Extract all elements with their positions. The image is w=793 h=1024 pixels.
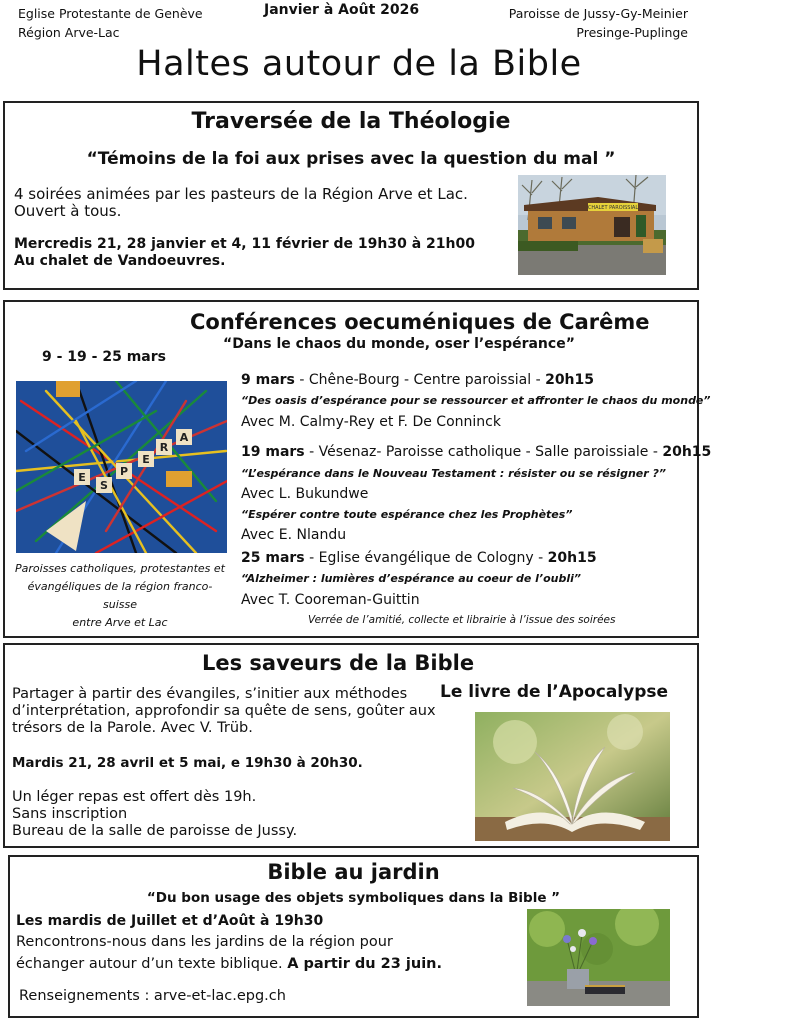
theology-location: Au chalet de Vandoeuvres. [14,253,226,269]
garden-title: Bible au jardin [267,860,440,884]
section-bible-flavors [3,643,699,848]
parish-villages: Presinge-Puplinge [576,25,688,40]
conference-footer-note: Verrée de l’amitié, collecte et librairie à l’issue des soirées [308,614,616,626]
conference-2-theme-2: “Espérer contre toute espérance chez les Prophètes” [241,508,573,521]
scrabble-sticks-photo [16,381,227,553]
bible-flavors-meal: Un léger repas est offert dès 19h. [12,789,257,805]
scrabble-tile-1: E [78,471,86,484]
conference-2-time: 20h15 [662,444,712,460]
bible-flavors-dates: Mardis 21, 28 avril et 5 mai, e 19h30 à 20h30. [12,755,363,771]
bible-flavors-location: Bureau de la salle de paroisse de Jussy. [12,823,298,839]
theology-audience: Ouvert à tous. [14,202,122,220]
garden-text-2a: échanger autour d’un texte biblique. [16,956,288,972]
scrabble-tile-3: P [119,465,129,478]
bible-flavors-subtitle: Le livre de l’Apocalypse [440,682,669,702]
conference-2-header [241,444,711,460]
lent-subtitle [223,336,575,352]
church-name: Eglise Protestante de Genève [18,6,203,21]
section-theology-title: Traversée de la Théologie [191,109,511,134]
conference-3-header [241,550,597,566]
garden-start-date: A partir du 23 juin. [287,956,442,972]
caption-line-1: Paroisses catholiques, protestantes et [15,562,225,575]
lent-subtitle-text: “Dans le chaos du monde, oser l’espérance” [223,336,575,352]
scrabble-tile-6: A [179,431,189,444]
conference-2-date: 19 mars [241,444,305,460]
section-theology-quote: “Témoins de la foi aux prises avec la question du mal ” [86,149,616,169]
conference-2-place: - Vésenaz- Paroisse catholique - Salle paroissiale - [304,444,663,460]
page-title: Haltes autour de la Bible [136,44,582,84]
conference-1-speakers: Avec M. Calmy-Rey et F. De Conninck [241,414,501,430]
conference-2-theme: “L’espérance dans le Nouveau Testament : résister ou se résigner ?” [241,467,666,480]
open-book-photo [475,712,670,841]
header-right [509,4,688,42]
conference-3-place: - Eglise évangélique de Cologny - [304,550,548,566]
bible-flavors-text-1: Partager à partir des évangiles, s’initier aux méthodes [12,686,408,702]
bible-flavors-text-2: d’interprétation, approfondir sa quête de sens, goûter aux [12,703,436,719]
garden-text-2 [16,956,442,972]
scrabble-tile-2: S [100,479,108,492]
section-garden-bible [8,855,699,1018]
theology-dates: Mercredis 21, 28 janvier et 4, 11 février de 19h30 à 21h00 [14,236,475,252]
section-theology [3,101,699,290]
garden-text-1: Rencontrons-nous dans les jardins de la région pour [16,934,393,950]
garden-quote: “Du bon usage des objets symboliques dans la Bible ” [146,890,561,906]
scrabble-tile-4: E [142,453,150,466]
scrabble-tile-5: R [159,441,169,454]
period-label: Janvier à Août 2026 [264,2,420,18]
section-lent-conferences [3,300,712,638]
conference-3-theme: “Alzheimer : lumières d’espérance au coeur de l’oubli” [241,572,581,585]
conference-1-date: 9 mars [241,372,295,388]
theology-description: 4 soirées animées par les pasteurs de la Région Arve et Lac. [14,185,468,203]
garden-bible-photo [527,909,670,1006]
chalet-photo [518,175,666,275]
garden-info: Renseignements : arve-et-lac.epg.ch [19,988,286,1004]
conference-1-header [241,372,594,388]
bible-flavors-registration: Sans inscription [12,806,128,822]
caption-line-2: évangéliques de la région franco-suisse [27,580,213,611]
parish-name: Paroisse de Jussy-Gy-Meinier [508,6,688,21]
conference-3-time: 20h15 [547,550,597,566]
chalet-sign-text: CHALET PAROISSIAL [587,205,639,211]
conference-1-place: - Chêne-Bourg - Centre paroissial - [294,372,546,388]
conference-1-theme: “Des oasis d’espérance pour se ressourcer et affronter le chaos du monde” [241,394,711,407]
conference-3-date: 25 mars [241,550,305,566]
conference-1-time: 20h15 [545,372,595,388]
bible-flavors-title: Les saveurs de la Bible [202,651,475,675]
header-left [18,4,203,42]
garden-dates: Les mardis de Juillet et d’Août à 19h30 [16,913,324,929]
conference-2-speaker-2: Avec E. Nlandu [241,527,347,543]
region-name: Région Arve-Lac [18,25,120,40]
bible-flavors-text-3: trésors de la Parole. Avec V. Trüb. [12,720,253,736]
caption-line-3: entre Arve et Lac [72,616,168,629]
conference-2-speaker: Avec L. Bukundwe [241,486,369,502]
conference-3-speaker: Avec T. Cooreman-Guittin [241,592,420,608]
lent-dates: 9 - 19 - 25 mars [42,349,166,365]
lent-title: Conférences oecuméniques de Carême [190,310,650,334]
scrabble-caption [11,560,229,632]
